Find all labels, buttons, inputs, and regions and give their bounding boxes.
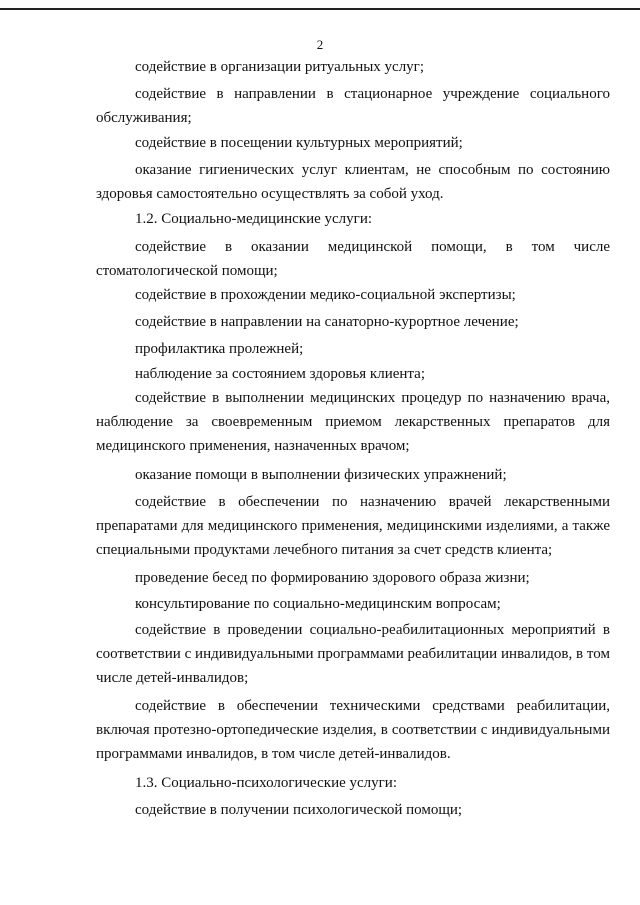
paragraph: оказание гигиенических услуг клиентам, не способным по состоянию здоровья самостоятельно осуществлять за собой уход. [96,162,610,202]
section-heading: 1.3. Социально-психологические услуги: [135,775,398,791]
section-heading: 1.2. Социально-медицинские услуги: [135,211,373,227]
paragraph: содействие в получении психологической помощи; [135,802,463,818]
top-border-line [0,8,640,10]
paragraph: содействие в обеспечении по назначению врачей лекарственными препаратами для медицинского применения, медицинскими изделиями, а также специальными продуктами лечебного питания за счет средств клиента; [96,494,610,558]
paragraph: содействие в выполнении медицинских процедур по назначению врача, наблюдение за своевременным приемом лекарственных препаратов для медицинского применения, назначенных врачом; [96,390,610,454]
paragraph: содействие в оказании медицинской помощи, в том числе стоматологической помощи; [96,239,610,279]
paragraph: содействие в прохождении медико-социальной экспертизы; [135,287,516,303]
paragraph: наблюдение за состоянием здоровья клиента; [135,366,425,382]
paragraph: содействие в организации ритуальных услуг; [135,59,425,75]
page-number: 2 [316,37,324,52]
paragraph: проведение бесед по формированию здорового образа жизни; [135,570,530,586]
paragraph: содействие в посещении культурных мероприятий; [135,135,463,151]
paragraph: профилактика пролежней; [135,341,304,357]
paragraph: консультирование по социально-медицинским вопросам; [135,596,501,612]
paragraph: содействие в направлении на санаторно-курортное лечение; [135,314,519,330]
paragraph: оказание помощи в выполнении физических упражнений; [135,467,507,483]
paragraph: содействие в обеспечении техническими средствами реабилитации, включая протезно-ортопедические изделия, в соответствии с индивидуальными программами инвалидов, в том числе детей-инвалидов. [96,698,610,762]
paragraph: содействие в направлении в стационарное учреждение социального обслуживания; [96,86,610,126]
paragraph: содействие в проведении социально-реабилитационных мероприятий в соответствии с индивидуальными программами реабилитации инвалидов, в том числе детей-инвалидов; [96,622,610,686]
